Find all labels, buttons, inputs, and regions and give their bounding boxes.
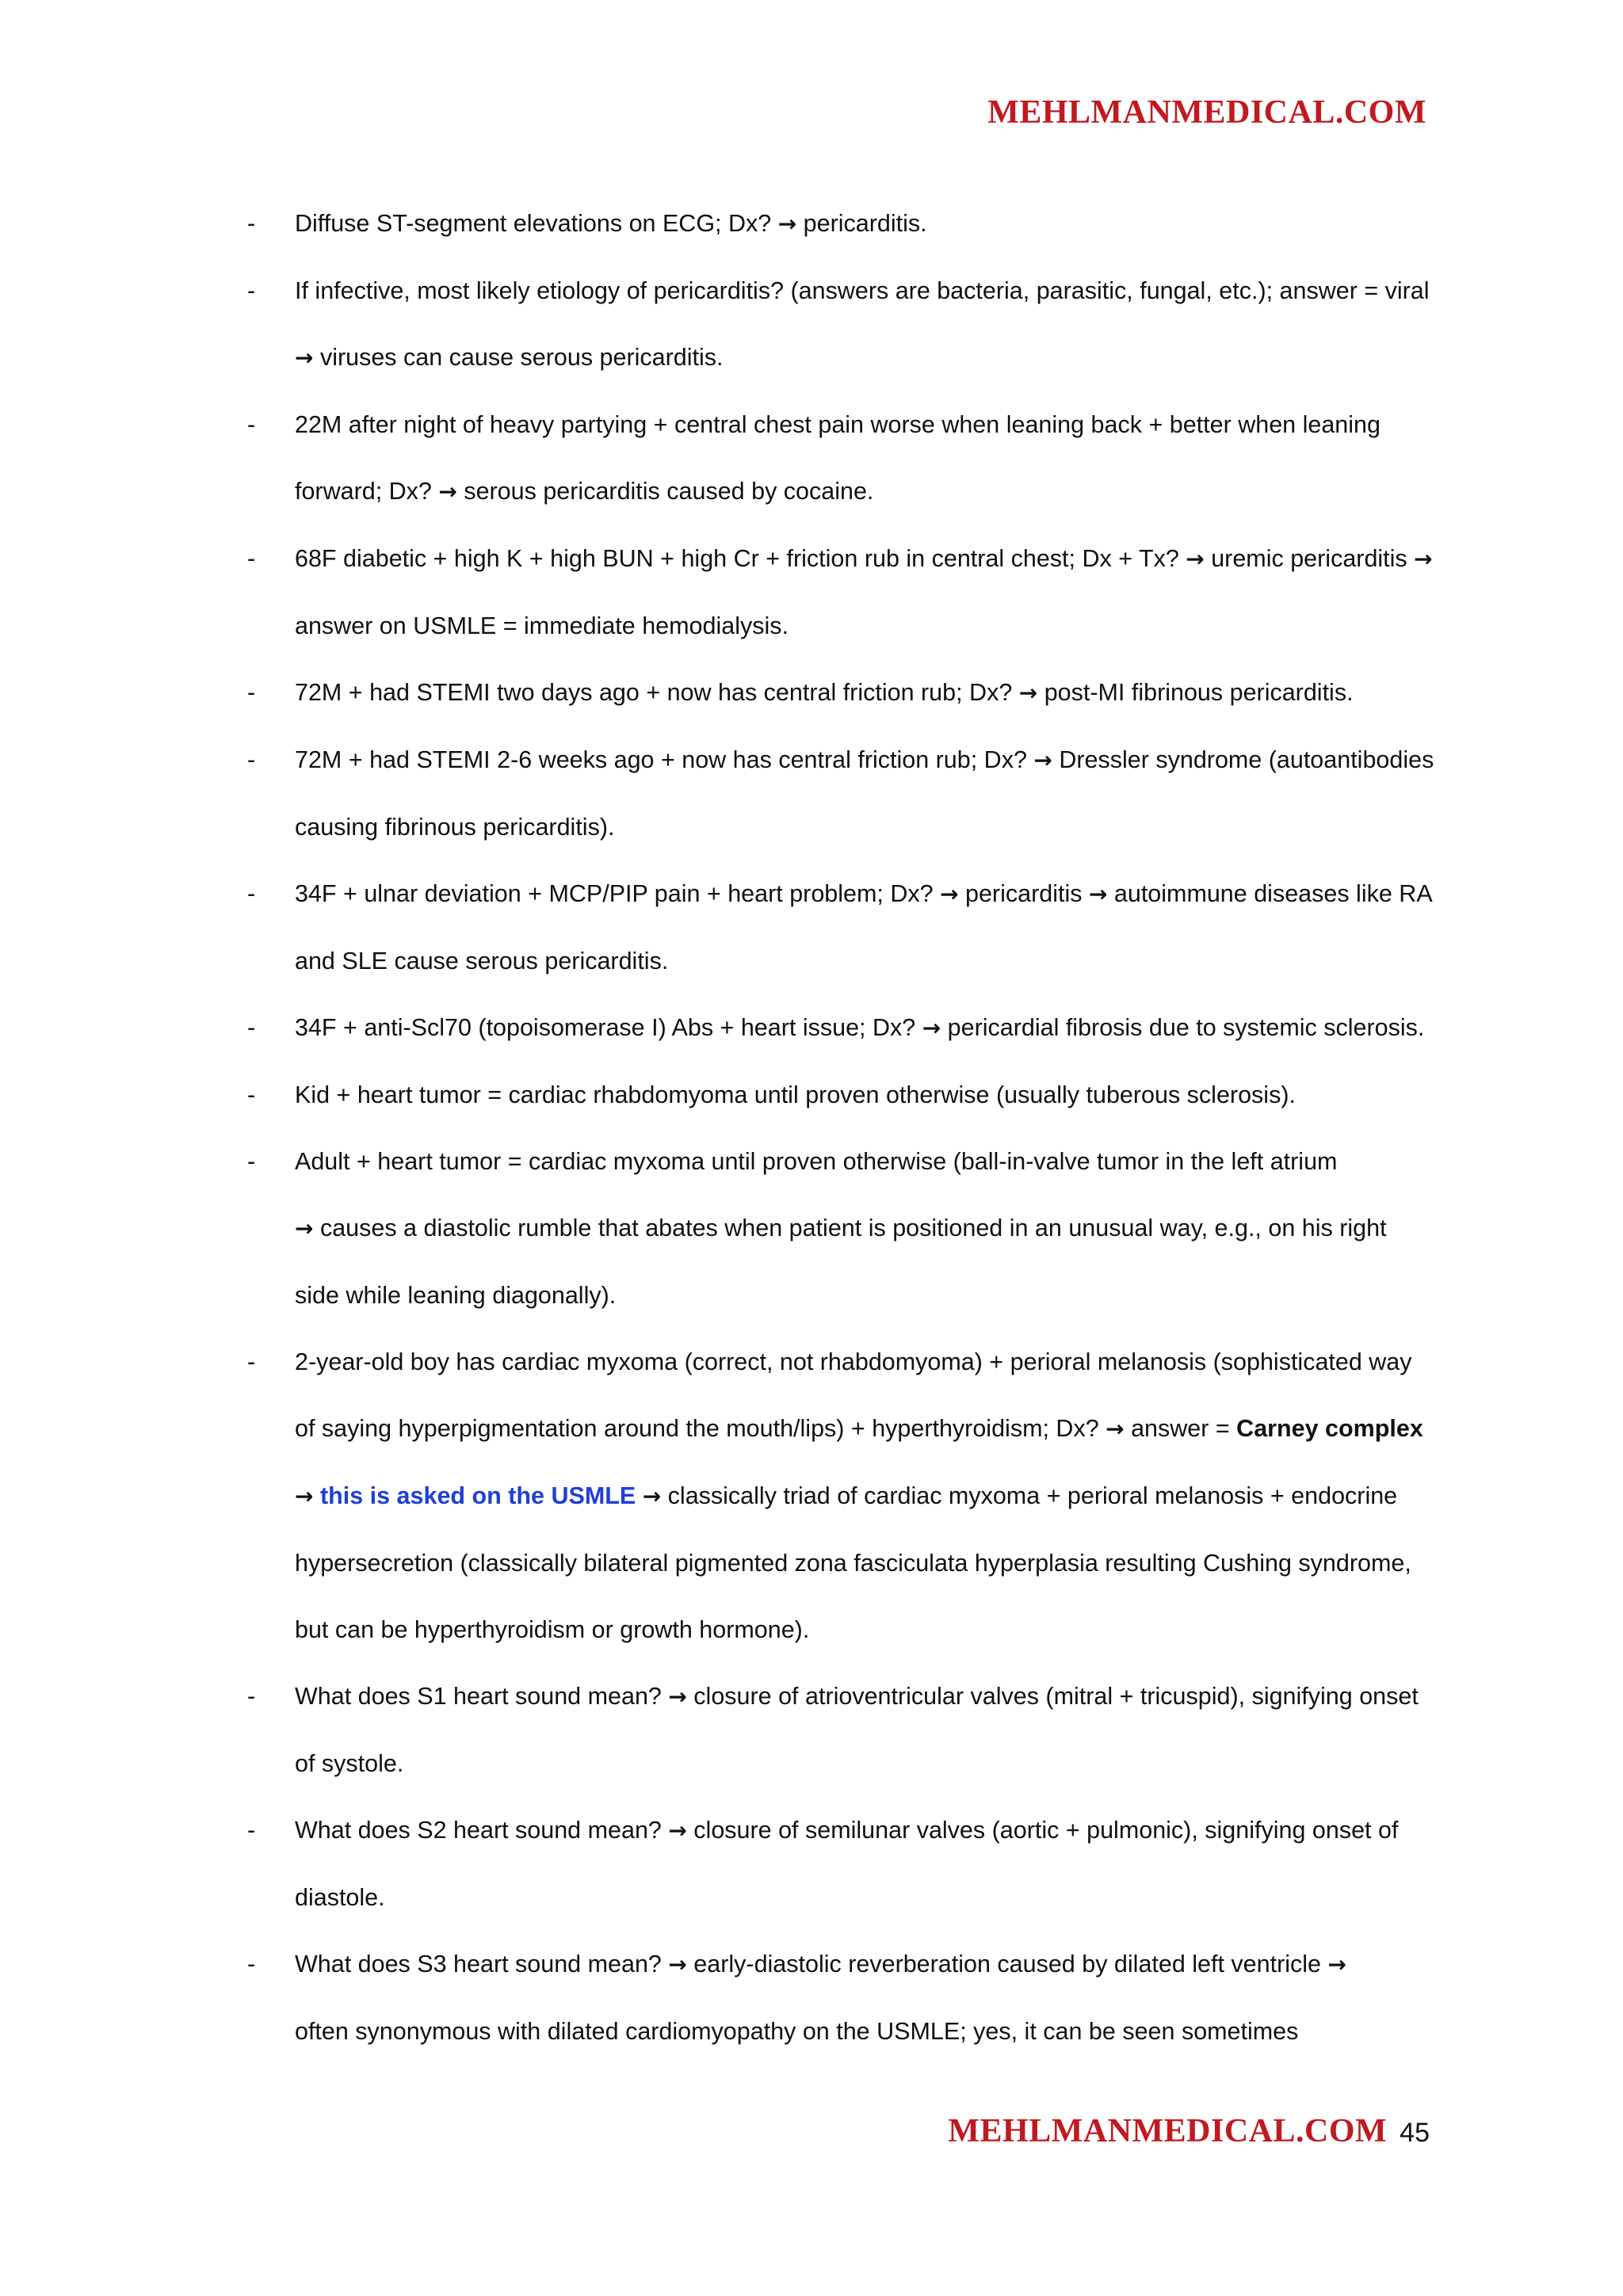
item-text: 34F + anti-Scl70 (topoisomerase I) Abs + heart issue; Dx? → pericardial fibrosis due to systemic sclerosis. (295, 1014, 1425, 1041)
arrow-icon: → (922, 1015, 941, 1041)
bullet-dash: - (247, 1348, 256, 1375)
item-text: 34F + ulnar deviation + MCP/PIP pain + heart problem; Dx? → pericarditis → autoimmune diseases like RA and SLE cause serous pericarditis. (295, 880, 1431, 974)
bullet-dash: - (247, 679, 256, 706)
item-text: 22M after night of heavy partying + central chest pain worse when leaning back + better when leaning forward; Dx? → serous pericarditis caused by cocaine. (295, 411, 1381, 505)
list-item (0, 994, 1623, 1062)
item-text: 72M + had STEMI two days ago + now has central friction rub; Dx? → post-MI fibrinous pericarditis. (295, 679, 1354, 706)
bullet-dash: - (247, 545, 256, 572)
usmle-highlight: this is asked on the USMLE (319, 1482, 636, 1509)
page-number: 45 (1400, 2118, 1430, 2148)
item-text: What does S3 heart sound mean? → early-diastolic reverberation caused by dilated left ventricle → often synonymous with dilated cardiomyopathy on the USMLE; yes, it can be seen sometimes (295, 1951, 1346, 2045)
footer-brand: MEHLMANMEDICAL.COM (948, 2113, 1388, 2149)
list-item (0, 659, 1623, 727)
list-item (0, 1931, 1623, 2065)
carney-complex-term: Carney complex (1236, 1415, 1423, 1442)
bullet-dash: - (247, 1817, 256, 1844)
item-text: 2-year-old boy has cardiac myxoma (correct, not rhabdomyoma) + perioral melanosis (sophisticated way of saying hyperpigmentation around the mouth/lips) + hyperthyroidism; Dx? → answer = Carney complex → this is asked on the USMLE → classically triad of cardiac myxoma + perioral melanosis + endocrine hypersecretion (classically bilateral pigmented zona fasciculata hyperplasia resulting Cushing syndrome, but can be hyperthyroidism or growth hormone). (295, 1348, 1423, 1643)
arrow-icon: → (642, 1483, 662, 1509)
footer (948, 2112, 1430, 2150)
bullet-dash: - (247, 1683, 256, 1710)
bullet-list (0, 190, 1623, 2065)
arrow-icon: → (1327, 1951, 1346, 1978)
arrow-icon: → (1186, 546, 1205, 572)
list-item (0, 727, 1623, 860)
item-text: What does S1 heart sound mean? → closure of atrioventricular valves (mitral + tricuspid), signifying onset of systole. (295, 1683, 1419, 1777)
item-text: 72M + had STEMI 2-6 weeks ago + now has central friction rub; Dx? → Dressler syndrome (autoantibodies causing fibrinous pericarditis). (295, 746, 1434, 841)
arrow-icon: → (777, 211, 797, 237)
item-text: 68F diabetic + high K + high BUN + high Cr + friction rub in central chest; Dx + Tx? → uremic pericarditis → answer on USMLE = immediate hemodialysis. (295, 545, 1433, 639)
list-item (0, 1062, 1623, 1128)
item-text: Adult + heart tumor = cardiac myxoma until proven otherwise (ball-in-valve tumor in the left atrium → causes a diastolic rumble that abates when patient is positioned in an unusual way, e.g., on his right side while leaning diagonally). (295, 1148, 1387, 1309)
list-item (0, 1663, 1623, 1797)
arrow-icon: → (295, 345, 314, 371)
list-item (0, 860, 1623, 994)
list-item (0, 190, 1623, 257)
list-item (0, 257, 1623, 391)
bullet-dash: - (247, 277, 256, 304)
bullet-dash: - (247, 1014, 256, 1041)
item-text: What does S2 heart sound mean? → closure of semilunar valves (aortic + pulmonic), signifying onset of diastole. (295, 1817, 1399, 1911)
arrow-icon: → (1088, 881, 1108, 907)
arrow-icon: → (295, 1215, 314, 1241)
bullet-dash: - (247, 746, 256, 773)
list-item (0, 391, 1623, 525)
list-item (0, 525, 1623, 659)
arrow-icon: → (940, 881, 959, 907)
list-item (0, 1797, 1623, 1931)
arrow-icon: → (438, 479, 457, 505)
arrow-icon: → (1033, 747, 1052, 773)
item-text: Diffuse ST-segment elevations on ECG; Dx? → pericarditis. (295, 210, 927, 237)
item-text: Kid + heart tumor = cardiac rhabdomyoma until proven otherwise (usually tuberous sclerosis). (295, 1081, 1296, 1108)
bullet-dash: - (247, 1081, 256, 1108)
item-text: If infective, most likely etiology of pericarditis? (answers are bacteria, parasitic, fungal, etc.); answer = viral → viruses can cause serous pericarditis. (295, 277, 1430, 371)
bullet-dash: - (247, 880, 256, 907)
bullet-dash: - (247, 1148, 256, 1175)
bullet-dash: - (247, 210, 256, 237)
bullet-dash: - (247, 1951, 256, 1978)
arrow-icon: → (1106, 1416, 1125, 1442)
arrow-icon: → (1414, 546, 1433, 572)
list-item (0, 1128, 1623, 1329)
bullet-dash: - (247, 411, 256, 438)
arrow-icon: → (668, 1684, 687, 1710)
arrow-icon: → (668, 1951, 687, 1978)
arrow-icon: → (1018, 680, 1038, 706)
arrow-icon: → (668, 1817, 687, 1844)
list-item (0, 1329, 1623, 1663)
header-brand: MEHLMANMEDICAL.COM (987, 94, 1426, 131)
arrow-icon: → (295, 1483, 314, 1509)
